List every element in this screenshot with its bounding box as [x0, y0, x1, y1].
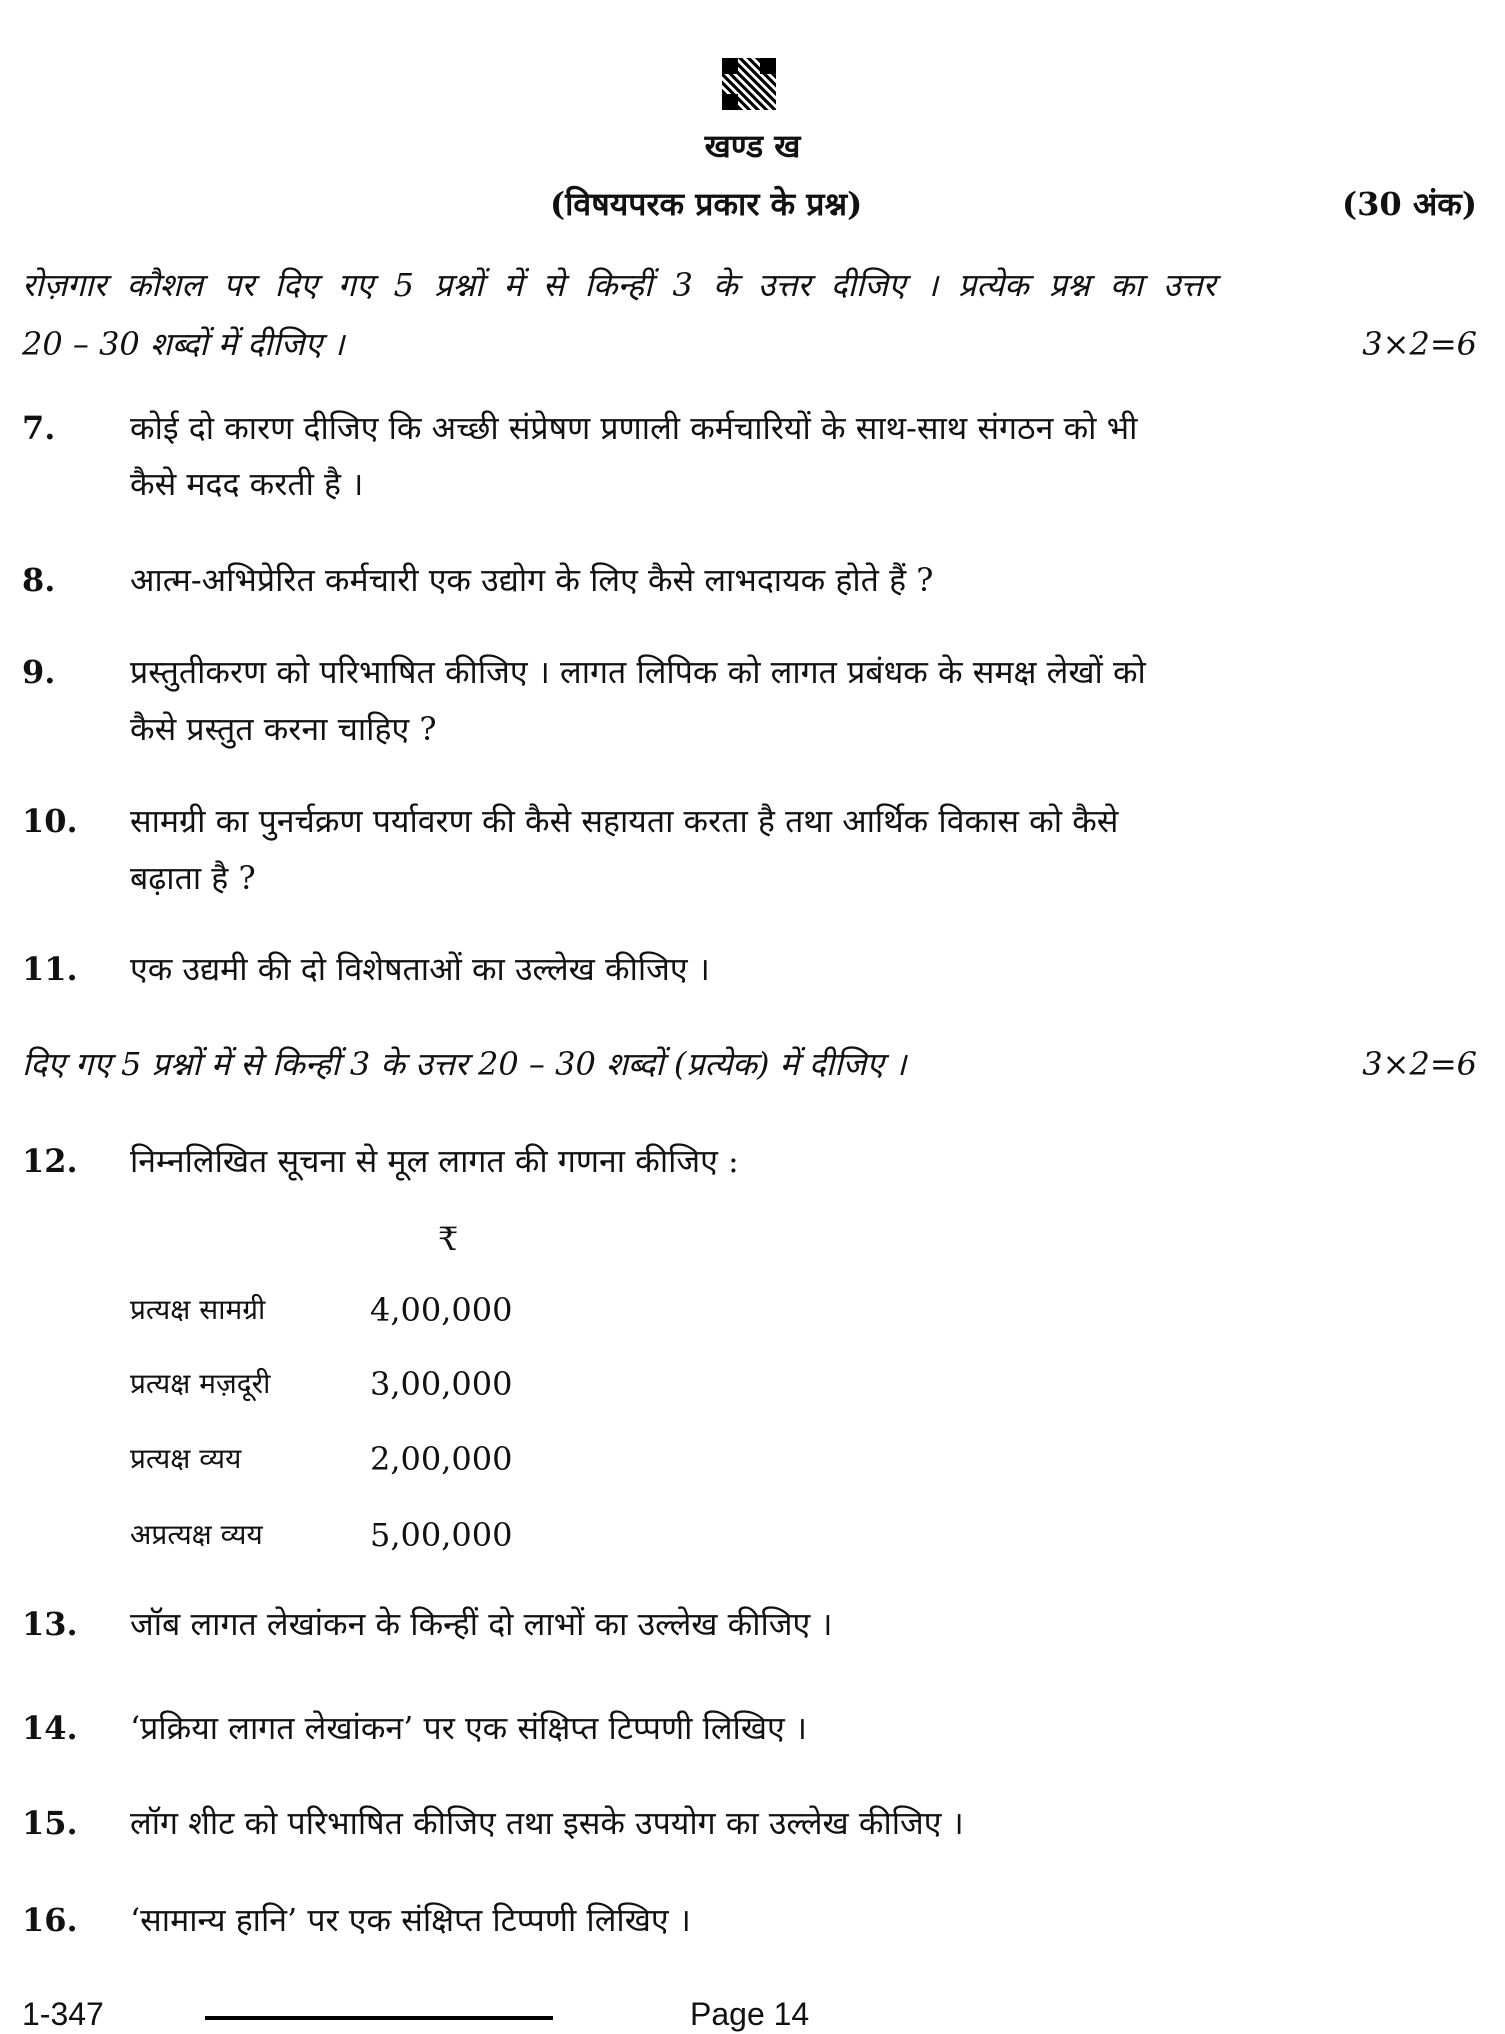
section-subtitle: (विषयपरक प्रकार के प्रश्न): [550, 185, 863, 223]
question-number: 13.: [22, 1605, 78, 1643]
page-number: Page 14: [690, 1996, 810, 2032]
question-7-line-2: कैसे मदद करती है ।: [130, 465, 364, 503]
qr-code: [722, 58, 776, 110]
question-14-text: ‘प्रक्रिया लागत लेखांकन’ पर एक संक्षिप्त टिप्पणी लिखिए ।: [130, 1709, 808, 1747]
question-9-line-2: कैसे प्रस्तुत करना चाहिए ?: [130, 710, 437, 748]
question-number: 11.: [22, 950, 78, 988]
instruction-line-1: रोज़गार कौशल पर दिए गए 5 प्रश्नों में से किन्हीं 3 के उत्तर दीजिए । प्रत्येक प्रश्न का उत्तर: [22, 266, 1216, 304]
paper-code: 1-347: [22, 1996, 104, 2032]
question-number: 16.: [22, 1901, 78, 1939]
cost-label: प्रत्यक्ष मज़दूरी: [130, 1367, 271, 1400]
question-number: 12.: [22, 1142, 78, 1180]
instruction-marks: 3×2=6: [1362, 325, 1477, 363]
question-number: 9.: [22, 653, 56, 691]
section-title: खण्ड ख: [704, 127, 801, 165]
instruction-2: दिए गए 5 प्रश्नों में से किन्हीं 3 के उत्तर 20 – 30 शब्दों (प्रत्येक) में दीजिए ।: [22, 1045, 907, 1083]
question-number: 10.: [22, 802, 78, 840]
cost-value: 3,00,000: [370, 1365, 513, 1403]
question-number: 14.: [22, 1709, 78, 1747]
question-number: 8.: [22, 561, 56, 599]
question-15-text: लॉग शीट को परिभाषित कीजिए तथा इसके उपयोग का उल्लेख कीजिए ।: [130, 1804, 964, 1842]
cost-value: 5,00,000: [370, 1516, 513, 1554]
question-7-line-1: कोई दो कारण दीजिए कि अच्छी संप्रेषण प्रणाली कर्मचारियों के साथ-साथ संगठन को भी: [130, 409, 1138, 447]
currency-symbol: ₹: [438, 1220, 459, 1258]
question-8-text: आत्म-अभिप्रेरित कर्मचारी एक उद्योग के लिए कैसे लाभदायक होते हैं ?: [130, 561, 934, 599]
cost-label: अप्रत्यक्ष व्यय: [130, 1518, 263, 1551]
question-13-text: जॉब लागत लेखांकन के किन्हीं दो लाभों का उल्लेख कीजिए ।: [130, 1605, 833, 1643]
question-10-line-1: सामग्री का पुनर्चक्रण पर्यावरण की कैसे सहायता करता है तथा आर्थिक विकास को कैसे: [130, 802, 1119, 840]
question-number: 7.: [22, 409, 56, 447]
instruction-line-2: 20 – 30 शब्दों में दीजिए ।: [22, 325, 345, 363]
question-16-text: ‘सामान्य हानि’ पर एक संक्षिप्त टिप्पणी लिखिए ।: [130, 1901, 691, 1939]
question-12-text: निम्नलिखित सूचना से मूल लागत की गणना कीजिए :: [130, 1142, 739, 1180]
instruction-2-marks: 3×2=6: [1362, 1045, 1477, 1083]
cost-value: 4,00,000: [370, 1291, 513, 1329]
footer-rule: [205, 2016, 553, 2020]
section-marks: (30 अंक): [1342, 185, 1477, 223]
question-10-line-2: बढ़ाता है ?: [130, 859, 256, 897]
cost-label: प्रत्यक्ष सामग्री: [130, 1293, 266, 1326]
question-9-line-1: प्रस्तुतीकरण को परिभाषित कीजिए । लागत लिपिक को लागत प्रबंधक के समक्ष लेखों को: [130, 653, 1146, 691]
question-number: 15.: [22, 1804, 78, 1842]
cost-value: 2,00,000: [370, 1440, 513, 1478]
question-11-text: एक उद्यमी की दो विशेषताओं का उल्लेख कीजिए ।: [130, 950, 710, 988]
cost-label: प्रत्यक्ष व्यय: [130, 1442, 242, 1475]
